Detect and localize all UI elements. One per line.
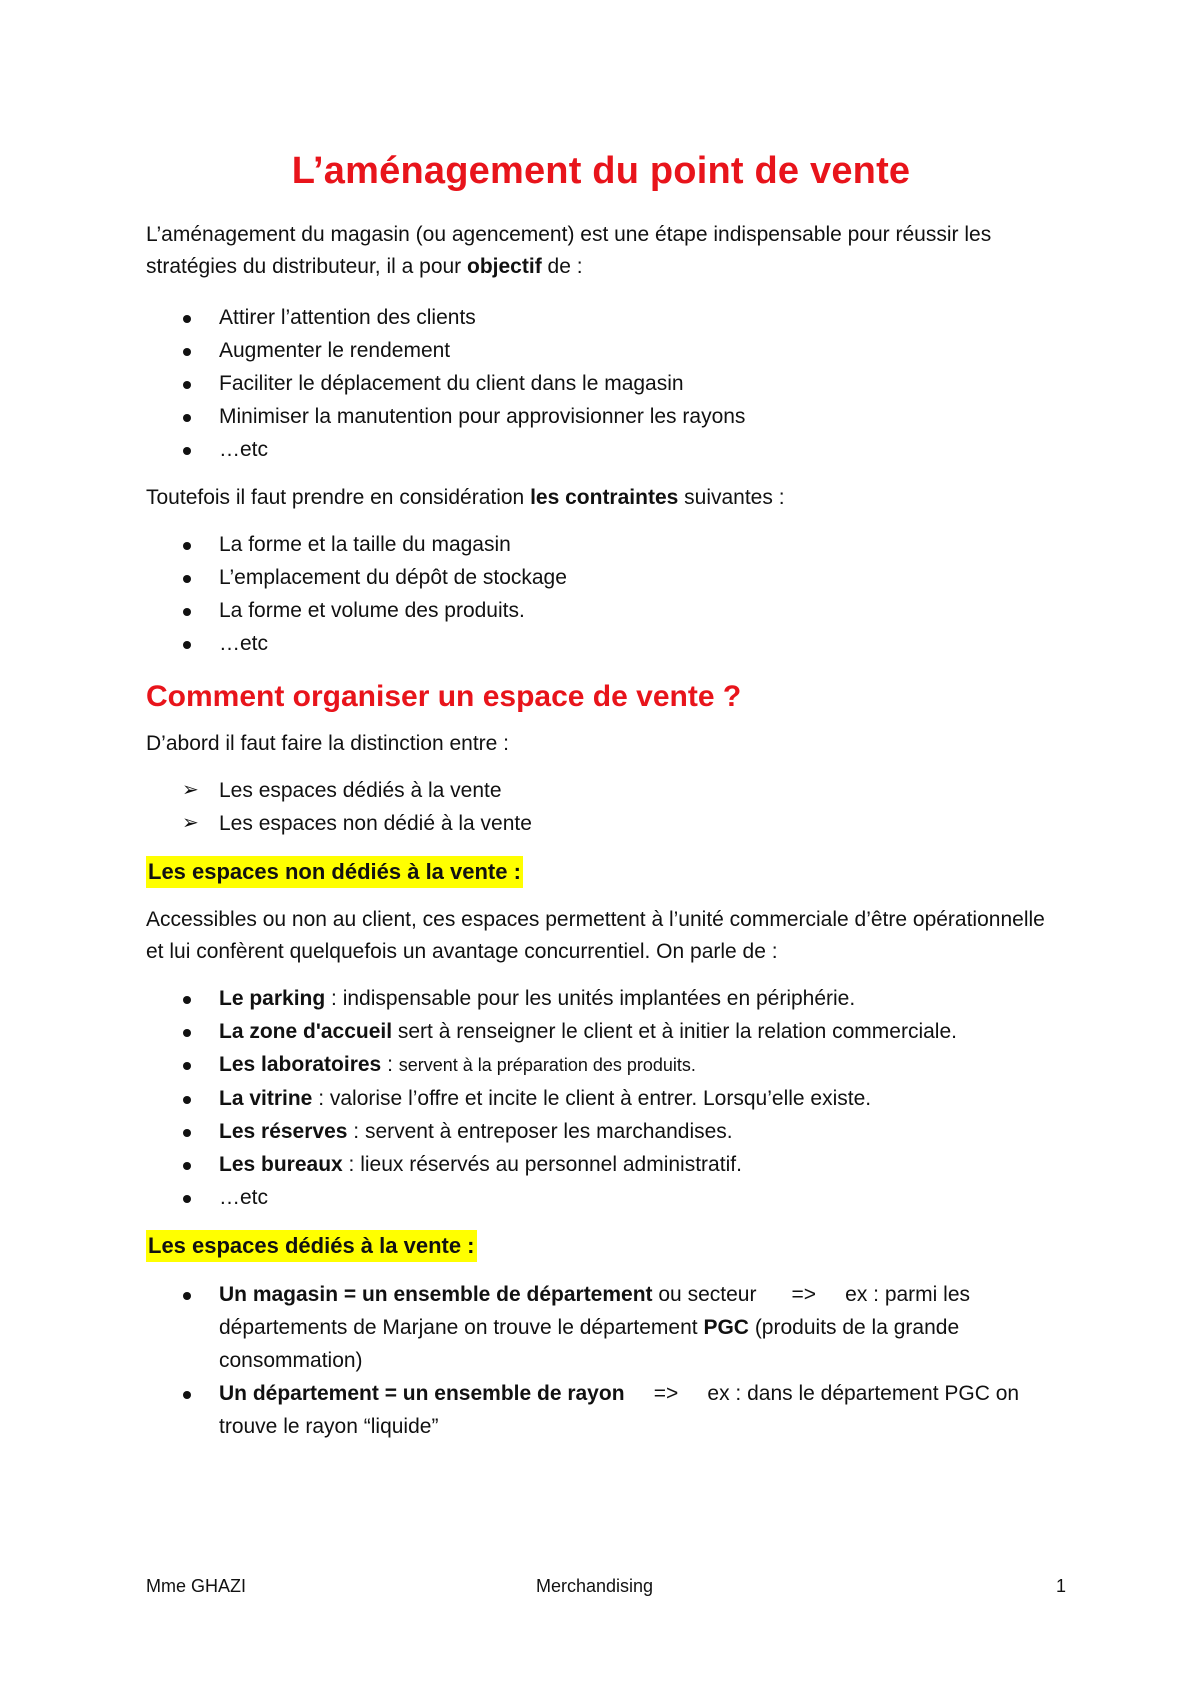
intro-text: L’aménagement du magasin (ou agencement) est une étape indispensable pour réussir les stratégies du distributeur, il a pour (146, 223, 992, 278)
constraints-list (146, 528, 1066, 660)
list-item: Le parking : indispensable pour les unités implantées en périphérie. (146, 982, 1066, 1015)
bullet-icon (183, 1096, 191, 1104)
bullet-icon (183, 447, 191, 455)
constraints-intro: Toutefois il faut prendre en considération les contraintes suivantes : (146, 486, 785, 509)
footer-subject: Merchandising (536, 1576, 654, 1596)
dedicated-heading-row (146, 1230, 1066, 1262)
intro-text-end: de : (541, 255, 583, 278)
arrow-bullet-icon: ➢ (182, 779, 199, 801)
list-item: Les bureaux : lieux réservés au personnel administratif. (146, 1148, 1066, 1181)
list-item: La forme et la taille du magasin (146, 528, 1066, 561)
list-item: …etc (146, 433, 1066, 466)
bullet-icon (183, 315, 191, 323)
section-heading: Comment organiser un espace de vente ? (146, 680, 742, 713)
list-item: La zone d'accueil sert à renseigner le client et à initier la relation commerciale. (146, 1015, 1066, 1048)
page-content (146, 150, 1066, 1459)
list-item: Attirer l’attention des clients (146, 301, 1066, 334)
page-footer (146, 1576, 1066, 1606)
bullet-icon (183, 1029, 191, 1037)
bullet-icon (183, 414, 191, 422)
page-title: L’aménagement du point de vente (291, 150, 911, 192)
list-item: La vitrine : valorise l’offre et incite le client à entrer. Lorsqu’elle existe. (146, 1082, 1066, 1115)
list-item: ➢ Les espaces non dédié à la vente (146, 807, 1066, 840)
non-dedicated-list (146, 982, 1066, 1214)
bullet-icon (183, 641, 191, 649)
list-item: Les réserves : servent à entreposer les marchandises. (146, 1115, 1066, 1148)
list-item: Minimiser la manutention pour approvisionner les rayons (146, 400, 1066, 433)
bullet-icon (183, 608, 191, 616)
objectives-list (146, 301, 1066, 466)
list-item: Un magasin = un ensemble de département ou secteur => ex : parmi les départements de Marjane on trouve le département PGC (produits de la grande consommation) (146, 1278, 1066, 1377)
bullet-icon (183, 381, 191, 389)
list-item: …etc (146, 1181, 1066, 1214)
non-dedicated-heading: Les espaces non dédiés à la vente : (146, 856, 523, 888)
bullet-icon (183, 996, 191, 1004)
non-dedicated-heading-row (146, 856, 1066, 888)
bullet-icon (183, 1195, 191, 1203)
arrow-bullet-icon: ➢ (182, 812, 199, 834)
distinction-list (146, 774, 1066, 840)
intro-bold: objectif (467, 255, 542, 278)
distinction-intro: D’abord il faut faire la distinction entre : (146, 732, 510, 755)
dedicated-list (146, 1278, 1066, 1443)
bullet-icon (183, 575, 191, 583)
non-dedicated-paragraph: Accessibles ou non au client, ces espaces permettent à l’unité commerciale d’être opérationnelle et lui confèrent quelquefois un avantage concurrentiel. On parle de : (146, 908, 1045, 963)
list-item: L’emplacement du dépôt de stockage (146, 561, 1066, 594)
dedicated-heading: Les espaces dédiés à la vente : (146, 1230, 477, 1262)
footer-author: Mme GHAZI (146, 1576, 247, 1596)
list-item: Un département = un ensemble de rayon => ex : dans le département PGC on trouve le rayon “liquide” (146, 1377, 1066, 1443)
list-item: La forme et volume des produits. (146, 594, 1066, 627)
bullet-icon (183, 1129, 191, 1137)
list-item: Augmenter le rendement (146, 334, 1066, 367)
intro-paragraph (146, 219, 1066, 283)
bullet-icon (183, 1162, 191, 1170)
list-item: ➢ Les espaces dédiés à la vente (146, 774, 1066, 807)
bullet-icon (183, 348, 191, 356)
list-item: …etc (146, 627, 1066, 660)
bullet-icon (183, 1292, 191, 1300)
list-item: Faciliter le déplacement du client dans le magasin (146, 367, 1066, 400)
list-item: Les laboratoires : servent à la préparation des produits. (146, 1048, 1066, 1082)
bullet-icon (183, 1062, 191, 1070)
bullet-icon (183, 1391, 191, 1399)
bullet-icon (183, 542, 191, 550)
footer-page-number: 1 (1055, 1576, 1066, 1596)
